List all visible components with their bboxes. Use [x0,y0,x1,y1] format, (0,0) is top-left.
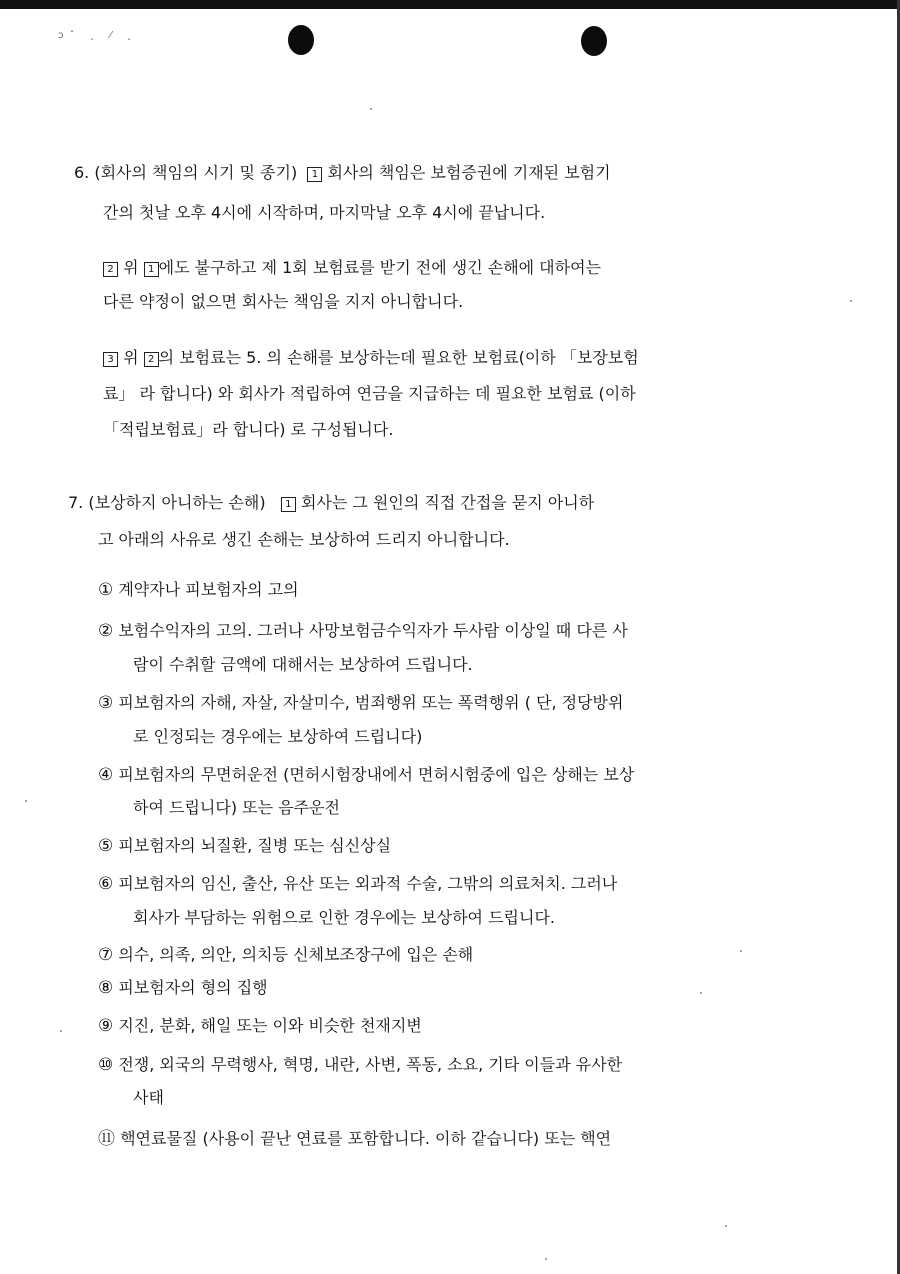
scan-specks: ɔˇ ˛ ⁄ ˛ [58,30,138,41]
list-item [98,978,268,998]
list-item-marker: ⑥ [98,874,114,894]
punch-hole-left [288,25,314,55]
list-item-marker: ⑧ [98,978,114,998]
section-6-title: 6. (회사의 책임의 시기 및 종기) [74,163,298,182]
list-item-text: 지진, 분화, 해일 또는 이와 비슷한 천재지변 [118,1016,422,1035]
list-item-text: 피보험자의 자해, 자살, 자살미수, 범죄행위 또는 폭력행위 ( 단, 정당방위 [118,693,624,712]
section-6-para-3-line-2: 료」 라 합니다) 와 회사가 적립하여 연금을 지급하는 데 필요한 보험료 (이하 [103,384,636,403]
scan-noise-dot [25,800,27,802]
list-item-text: 피보험자의 형의 집행 [118,978,268,997]
punch-hole-right [581,26,607,56]
scan-noise-dot [740,950,742,952]
section-6-para-1-number: 1 [307,167,322,182]
list-item-continuation: 하여 드립니다) 또는 음주운전 [133,798,340,817]
section-7-para-1-line-2: 고 아래의 사유로 생긴 손해는 보상하여 드리지 아니합니다. [98,530,510,549]
list-item-text: 전쟁, 외국의 무력행사, 혁명, 내란, 사변, 폭동, 소요, 기타 이들과 유사한 [118,1055,623,1074]
list-item-text: 피보험자의 임신, 출산, 유산 또는 외과적 수술, 그밖의 의료처치. 그러나 [118,874,618,893]
section-6-para-1-line-2: 간의 첫날 오후 4시에 시작하며, 마지막날 오후 4시에 끝납니다. [103,203,546,222]
list-item [98,1129,611,1149]
list-item [98,621,628,641]
list-item-marker: ① [98,580,114,600]
section-6-para-2-number: 2 [103,262,118,277]
section-6-para-2-line-2: 다른 약정이 없으면 회사는 책임을 지지 아니합니다. [103,292,464,311]
list-item [98,1016,422,1036]
list-item-marker: ④ [98,765,114,785]
section-7-para-1-line-1: 회사는 그 원인의 직접 간접을 묻지 아니하 [300,493,595,512]
list-item-text: 계약자나 피보험자의 고의 [118,580,299,599]
list-item-marker: ② [98,621,114,641]
list-item-text: 의수, 의족, 의안, 의치등 신체보조장구에 입은 손해 [118,945,474,964]
list-item [98,945,473,965]
scan-noise-dot [850,300,852,302]
list-item-marker: ⑤ [98,836,114,856]
scan-noise-dot [370,108,372,110]
list-item-marker: ③ [98,693,114,713]
section-7-para-1-number: 1 [281,497,296,512]
scan-noise-dot [60,1030,62,1032]
section-6-para-1-line-1: 회사의 책임은 보험증권에 기재된 보험기 [327,163,611,182]
section-6-para-2-line-1 [103,258,601,278]
list-item-text: 피보험자의 뇌질환, 질병 또는 심신상실 [118,836,392,855]
list-item-continuation: 회사가 부담하는 위험으로 인한 경우에는 보상하여 드립니다. [133,908,556,927]
scan-noise-dot [725,1225,727,1227]
list-item-text: 핵연료물질 (사용이 끝난 연료를 포함합니다. 이하 같습니다) 또는 핵연 [120,1129,612,1148]
list-item [98,693,623,713]
list-item-marker: ⑪ [98,1129,115,1149]
list-item-marker: ⑨ [98,1016,114,1036]
scan-noise-dot [545,1258,547,1260]
list-item [98,874,617,894]
section-6-para-2-prefix: 위 [123,258,139,277]
list-item-marker: ⑦ [98,945,114,965]
scan-noise-dot [700,992,702,994]
section-6-para-3-line-1 [103,348,639,368]
list-item-continuation: 로 인정되는 경우에는 보상하여 드립니다) [133,727,423,746]
list-item [98,580,299,600]
section-6-para-3-ref: 2 [144,352,159,367]
list-item-continuation: 사태 [133,1088,164,1107]
section-6-para-2-ref: 1 [144,262,159,277]
section-6-para-3-text: 의 보험료는 5. 의 손해를 보상하는데 필요한 보험료(이하 「보장보험 [158,348,639,367]
section-7-title: 7. (보상하지 아니하는 손해) [68,493,266,512]
list-item [98,1055,622,1075]
scan-top-border [0,0,900,9]
section-6-para-3-line-3: 「적립보험료」라 합니다) 로 구성됩니다. [103,420,394,439]
section-7-heading-line [68,493,594,513]
list-item-continuation: 람이 수취할 금액에 대해서는 보상하여 드립니다. [133,655,473,674]
section-6-heading-line [74,163,611,183]
list-item-marker: ⑩ [98,1055,114,1075]
list-item-text: 피보험자의 무면허운전 (면허시험장내에서 면허시험중에 입은 상해는 보상 [118,765,635,784]
section-6-para-3-number: 3 [103,352,118,367]
list-item [98,765,634,785]
section-6-para-3-prefix: 위 [123,348,139,367]
list-item [98,836,391,856]
section-6-para-2-text: 에도 불구하고 제 1회 보험료를 받기 전에 생긴 손해에 대하여는 [158,258,602,277]
list-item-text: 보험수익자의 고의. 그러나 사망보험금수익자가 두사람 이상일 때 다른 사 [118,621,628,640]
